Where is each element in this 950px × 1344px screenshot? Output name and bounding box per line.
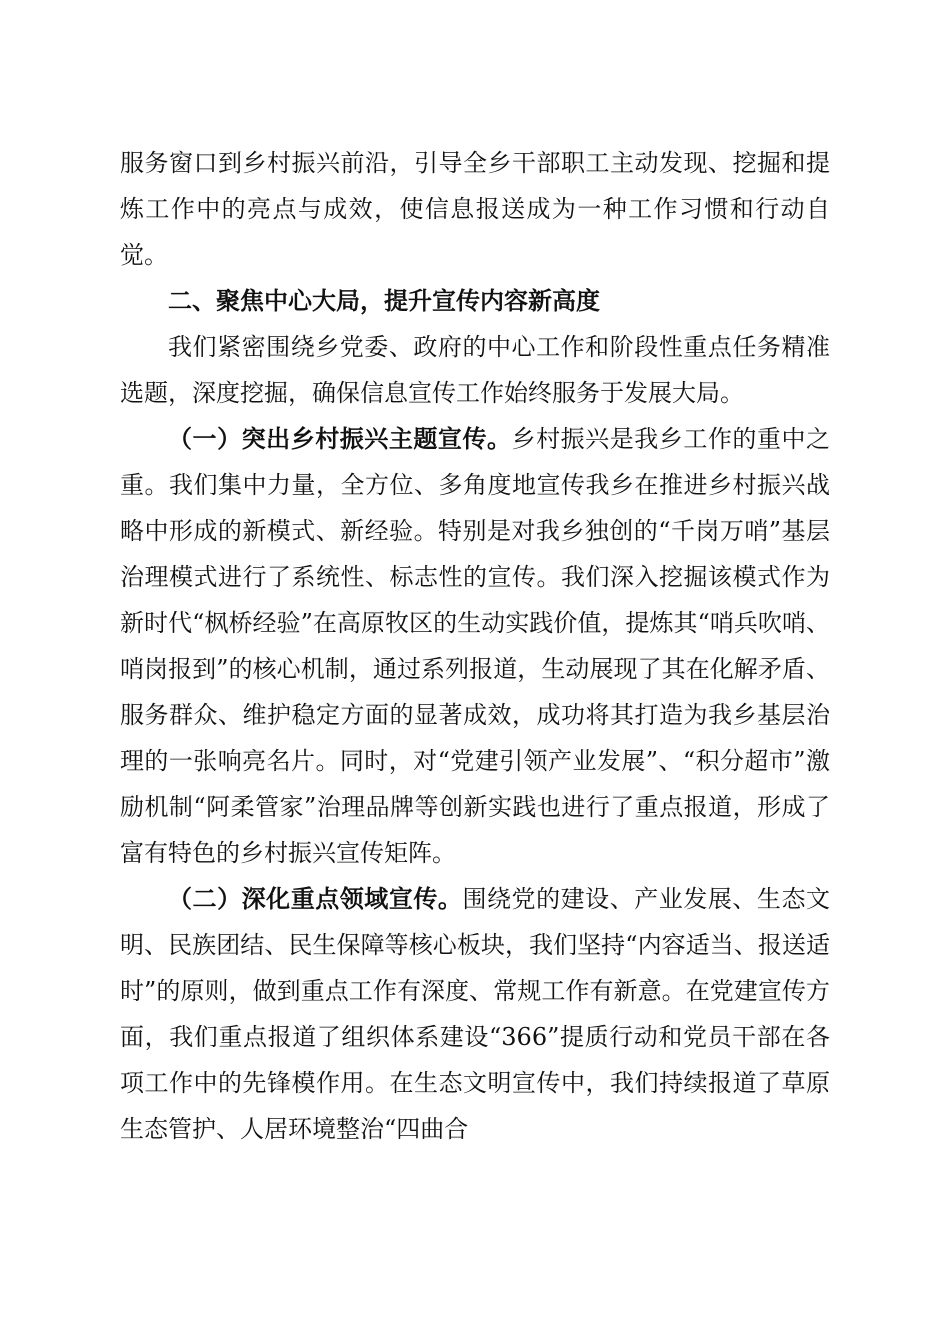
paragraph-body-2: 围绕党的建设、产业发展、生态文明、民族团结、民生保障等核心板块，我们坚持“内容适当、报送适时”的原则，做到重点工作有深度、常规工作有新意。在党建宣传方面，我们重点报道了组织体系建设“366”提质行动和党员干部在各项工作中的先锋模作用。在生态文明宣传中，我们持续报道了草原生态管护、人居环境整治“四曲合 [120, 885, 831, 1143]
paragraph-key-areas [120, 876, 830, 1152]
paragraph-lead-2: （二）深化重点领域宣传。 [168, 885, 463, 913]
paragraph-continuation: 服务窗口到乡村振兴前沿，引导全乡干部职工主动发现、挖掘和提炼工作中的亮点与成效，使信息报送成为一种工作习惯和行动自觉。 [120, 149, 830, 269]
section-heading: 二、聚焦中心大局，提升宣传内容新高度 [168, 287, 600, 315]
paragraph-body-1: 乡村振兴是我乡工作的重中之重。我们集中力量，全方位、多角度地宣传我乡在推进乡村振兴战略中形成的新模式、新经验。特别是对我乡独创的“千岗万哨”基层治理模式进行了系统性、标志性的宣传。我们深入挖掘该模式作为新时代“枫桥经验”在高原牧区的生动实践价值，提炼其“哨兵吹哨、哨岗报到”的核心机制，通过系列报道，生动展现了其在化解矛盾、服务群众、维护稳定方面的显著成效，成功将其打造为我乡基层治理的一张响亮名片。同时，对“党建引领产业发展”、“积分超市”激励机制“阿柔管家”治理品牌等创新实践也进行了重点报道，形成了富有特色的乡村振兴宣传矩阵。 [120, 425, 831, 867]
paragraph-lead-1: （一）突出乡村振兴主题宣传。 [168, 425, 512, 453]
paragraph-intro: 我们紧密围绕乡党委、政府的中心工作和阶段性重点任务精准选题，深度挖掘，确保信息宣传工作始终服务于发展大局。 [120, 333, 830, 407]
document-page [120, 140, 830, 1152]
paragraph-rural-revitalization [120, 416, 830, 876]
